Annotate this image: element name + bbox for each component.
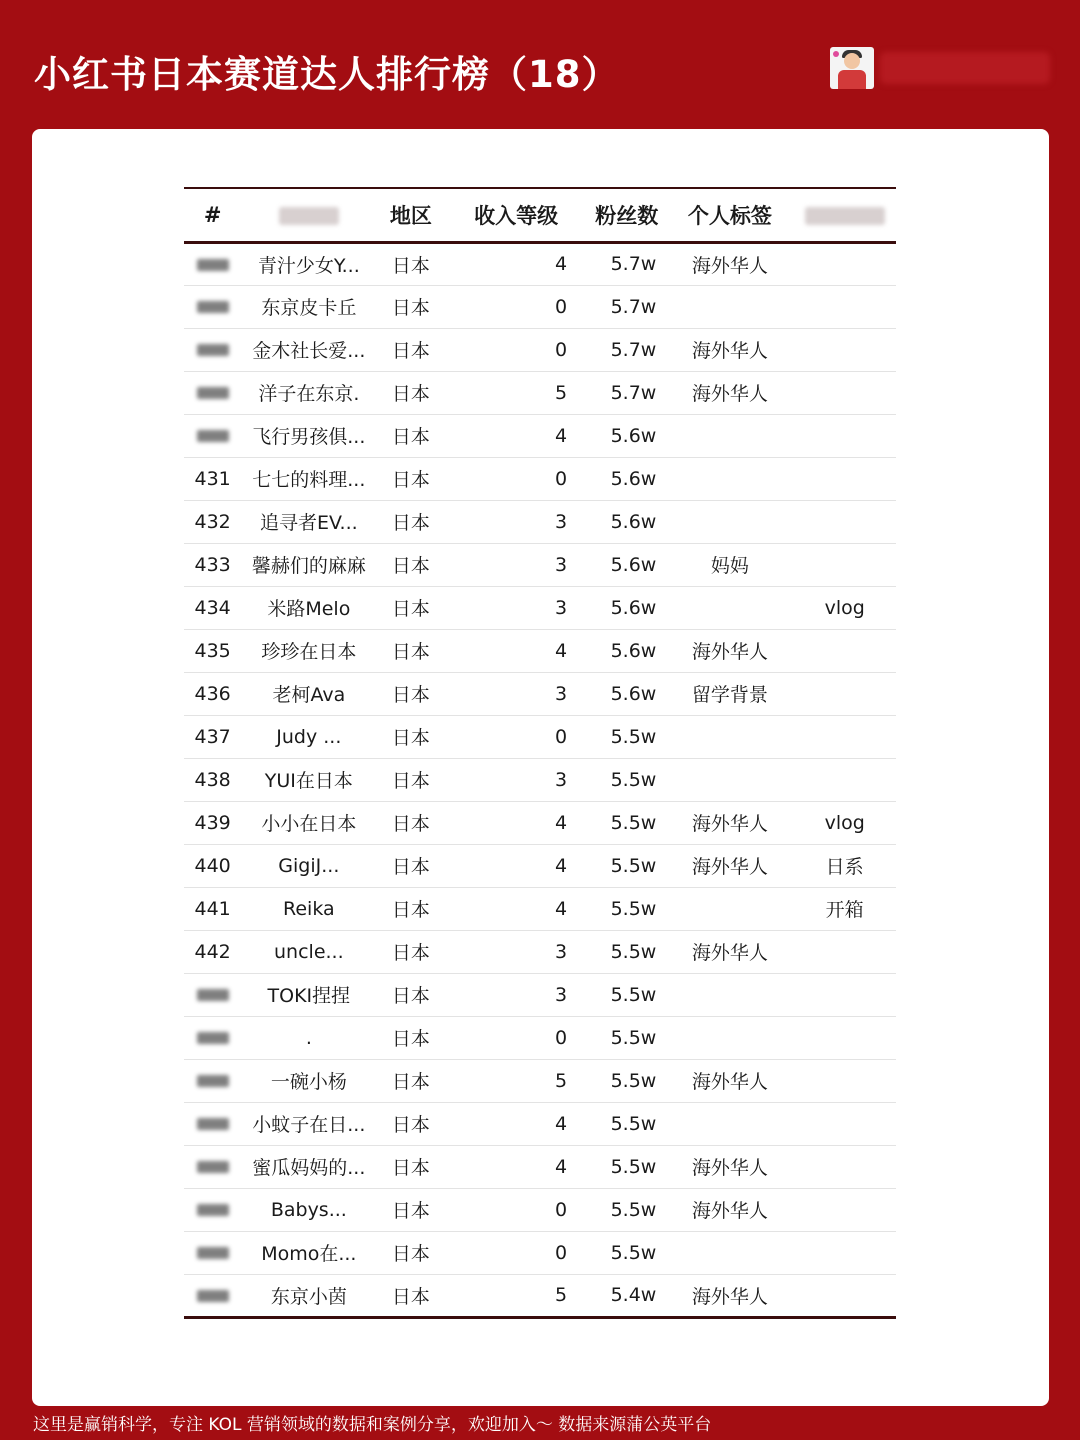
cell-personal-tag	[666, 1102, 793, 1145]
cell-personal-tag	[666, 1016, 793, 1059]
cell-region: 日本	[376, 1016, 445, 1059]
cell-region: 日本	[376, 1188, 445, 1231]
cell-name: 青汁少女Y...	[241, 242, 376, 285]
col-header-rank: #	[184, 188, 241, 242]
cell-followers: 5.4w	[587, 1274, 666, 1317]
cell-extra: 日系	[793, 844, 896, 887]
cell-rank	[184, 242, 241, 285]
cell-region: 日本	[376, 1231, 445, 1274]
cell-region: 日本	[376, 414, 445, 457]
table-row	[184, 758, 896, 801]
table-row	[184, 371, 896, 414]
cell-income-level: 5	[445, 371, 587, 414]
cell-extra	[793, 1059, 896, 1102]
table-row	[184, 801, 896, 844]
table-row	[184, 457, 896, 500]
cell-region: 日本	[376, 1102, 445, 1145]
col-header-region: 地区	[376, 188, 445, 242]
cell-extra	[793, 1145, 896, 1188]
cell-income-level: 3	[445, 930, 587, 973]
cell-followers: 5.7w	[587, 328, 666, 371]
cell-rank	[184, 371, 241, 414]
cell-region: 日本	[376, 887, 445, 930]
cell-name: GigiJ...	[241, 844, 376, 887]
table-row	[184, 285, 896, 328]
cell-personal-tag	[666, 586, 793, 629]
table-row	[184, 1102, 896, 1145]
cell-extra	[793, 242, 896, 285]
cell-rank	[184, 328, 241, 371]
cell-personal-tag	[666, 285, 793, 328]
table-row	[184, 500, 896, 543]
col-header-followers: 粉丝数	[587, 188, 666, 242]
cell-personal-tag	[666, 887, 793, 930]
cell-name: 金木社长爱...	[241, 328, 376, 371]
cell-name: Reika	[241, 887, 376, 930]
cell-personal-tag: 海外华人	[666, 801, 793, 844]
cell-income-level: 0	[445, 328, 587, 371]
cell-name: Babys...	[241, 1188, 376, 1231]
cell-region: 日本	[376, 973, 445, 1016]
cell-extra	[793, 758, 896, 801]
cell-income-level: 4	[445, 844, 587, 887]
cell-rank	[184, 1102, 241, 1145]
cell-followers: 5.5w	[587, 1059, 666, 1102]
cell-name: 珍珍在日本	[241, 629, 376, 672]
table-row	[184, 887, 896, 930]
cell-region: 日本	[376, 1274, 445, 1317]
cell-personal-tag: 海外华人	[666, 844, 793, 887]
cell-region: 日本	[376, 242, 445, 285]
table-row	[184, 715, 896, 758]
table-row	[184, 1188, 896, 1231]
cell-extra	[793, 500, 896, 543]
cell-followers: 5.5w	[587, 1145, 666, 1188]
cell-followers: 5.5w	[587, 801, 666, 844]
cell-region: 日本	[376, 801, 445, 844]
cell-extra	[793, 629, 896, 672]
avatar-icon	[830, 47, 874, 89]
col-header-extra-blurred	[793, 188, 896, 242]
cell-name: Judy ...	[241, 715, 376, 758]
cell-name: 洋子在东京.	[241, 371, 376, 414]
cell-rank	[184, 1145, 241, 1188]
cell-rank: 441	[184, 887, 241, 930]
cell-rank: 436	[184, 672, 241, 715]
cell-rank: 439	[184, 801, 241, 844]
cell-followers: 5.5w	[587, 844, 666, 887]
cell-followers: 5.6w	[587, 414, 666, 457]
ranking-table	[184, 187, 896, 1319]
footer-note: 这里是赢销科学，专注 KOL 营销领域的数据和案例分享，欢迎加入～ 数据来源蒲公英平台	[33, 1415, 712, 1435]
table-row	[184, 242, 896, 285]
cell-rank	[184, 1059, 241, 1102]
table-row	[184, 1274, 896, 1317]
cell-income-level: 4	[445, 1102, 587, 1145]
table-row	[184, 414, 896, 457]
cell-income-level: 0	[445, 715, 587, 758]
cell-personal-tag	[666, 500, 793, 543]
table-card	[32, 129, 1049, 1406]
cell-income-level: 5	[445, 1059, 587, 1102]
cell-followers: 5.5w	[587, 715, 666, 758]
cell-personal-tag: 海外华人	[666, 1188, 793, 1231]
cell-rank	[184, 1231, 241, 1274]
cell-extra	[793, 371, 896, 414]
blurred-rank	[197, 344, 229, 356]
cell-name: 小蚊子在日...	[241, 1102, 376, 1145]
cell-followers: 5.6w	[587, 586, 666, 629]
cell-personal-tag	[666, 457, 793, 500]
blurred-rank	[197, 301, 229, 313]
cell-followers: 5.5w	[587, 887, 666, 930]
cell-name: 追寻者EV...	[241, 500, 376, 543]
cell-region: 日本	[376, 715, 445, 758]
cell-extra	[793, 1274, 896, 1317]
cell-name: Momo在...	[241, 1231, 376, 1274]
table-row	[184, 1016, 896, 1059]
cell-followers: 5.7w	[587, 242, 666, 285]
cell-followers: 5.5w	[587, 973, 666, 1016]
cell-name: 一碗小杨	[241, 1059, 376, 1102]
blurred-account-name	[880, 52, 1050, 84]
table-row	[184, 1059, 896, 1102]
cell-extra	[793, 930, 896, 973]
cell-rank: 437	[184, 715, 241, 758]
cell-income-level: 4	[445, 242, 587, 285]
cell-name: 飞行男孩俱...	[241, 414, 376, 457]
cell-income-level: 3	[445, 586, 587, 629]
table-row	[184, 973, 896, 1016]
cell-region: 日本	[376, 844, 445, 887]
blurred-rank	[197, 1032, 229, 1044]
table-row	[184, 629, 896, 672]
cell-personal-tag: 妈妈	[666, 543, 793, 586]
blurred-rank	[197, 1161, 229, 1173]
cell-income-level: 3	[445, 973, 587, 1016]
table-row	[184, 328, 896, 371]
blurred-rank	[197, 430, 229, 442]
cell-rank	[184, 1016, 241, 1059]
cell-personal-tag: 海外华人	[666, 1145, 793, 1188]
cell-income-level: 0	[445, 1188, 587, 1231]
cell-income-level: 0	[445, 285, 587, 328]
cell-region: 日本	[376, 371, 445, 414]
cell-extra	[793, 1016, 896, 1059]
cell-name: 馨赫们的麻麻	[241, 543, 376, 586]
cell-followers: 5.5w	[587, 1102, 666, 1145]
cell-followers: 5.5w	[587, 1231, 666, 1274]
cell-followers: 5.5w	[587, 930, 666, 973]
cell-region: 日本	[376, 500, 445, 543]
cell-extra	[793, 285, 896, 328]
cell-region: 日本	[376, 586, 445, 629]
cell-rank	[184, 414, 241, 457]
cell-income-level: 4	[445, 414, 587, 457]
table-row	[184, 586, 896, 629]
cell-personal-tag	[666, 1231, 793, 1274]
cell-personal-tag	[666, 973, 793, 1016]
cell-followers: 5.5w	[587, 1188, 666, 1231]
cell-rank: 442	[184, 930, 241, 973]
cell-extra	[793, 457, 896, 500]
cell-followers: 5.6w	[587, 629, 666, 672]
cell-personal-tag: 海外华人	[666, 328, 793, 371]
cell-income-level: 3	[445, 500, 587, 543]
table-row	[184, 672, 896, 715]
cell-personal-tag	[666, 414, 793, 457]
cell-rank: 431	[184, 457, 241, 500]
cell-personal-tag: 留学背景	[666, 672, 793, 715]
cell-name: 老柯Ava	[241, 672, 376, 715]
cell-extra	[793, 414, 896, 457]
blurred-rank	[197, 989, 229, 1001]
col-header-personal-tag: 个人标签	[666, 188, 793, 242]
cell-followers: 5.7w	[587, 371, 666, 414]
cell-region: 日本	[376, 1059, 445, 1102]
cell-extra	[793, 543, 896, 586]
blurred-rank	[197, 1290, 229, 1302]
cell-name: 东京小茵	[241, 1274, 376, 1317]
cell-personal-tag: 海外华人	[666, 242, 793, 285]
cell-extra: vlog	[793, 801, 896, 844]
cell-name: .	[241, 1016, 376, 1059]
cell-personal-tag	[666, 715, 793, 758]
cell-income-level: 5	[445, 1274, 587, 1317]
cell-extra	[793, 1102, 896, 1145]
cell-followers: 5.6w	[587, 672, 666, 715]
table-row	[184, 1145, 896, 1188]
blurred-rank	[197, 387, 229, 399]
cell-region: 日本	[376, 758, 445, 801]
cell-region: 日本	[376, 285, 445, 328]
cell-rank: 433	[184, 543, 241, 586]
cell-followers: 5.5w	[587, 758, 666, 801]
table-row	[184, 543, 896, 586]
cell-name: 七七的料理...	[241, 457, 376, 500]
cell-region: 日本	[376, 672, 445, 715]
cell-extra: vlog	[793, 586, 896, 629]
cell-personal-tag: 海外华人	[666, 930, 793, 973]
cell-income-level: 0	[445, 457, 587, 500]
cell-income-level: 0	[445, 1231, 587, 1274]
cell-rank: 434	[184, 586, 241, 629]
cell-region: 日本	[376, 629, 445, 672]
cell-region: 日本	[376, 328, 445, 371]
cell-personal-tag: 海外华人	[666, 1059, 793, 1102]
cell-extra	[793, 715, 896, 758]
blurred-rank	[197, 1247, 229, 1259]
cell-followers: 5.6w	[587, 457, 666, 500]
cell-region: 日本	[376, 1145, 445, 1188]
cell-income-level: 4	[445, 1145, 587, 1188]
cell-income-level: 3	[445, 543, 587, 586]
cell-personal-tag: 海外华人	[666, 371, 793, 414]
table-row	[184, 930, 896, 973]
cell-name: 小小在日本	[241, 801, 376, 844]
cell-personal-tag: 海外华人	[666, 1274, 793, 1317]
cell-region: 日本	[376, 543, 445, 586]
cell-followers: 5.6w	[587, 543, 666, 586]
cell-extra	[793, 328, 896, 371]
col-header-name-blurred	[241, 188, 376, 242]
cell-rank: 432	[184, 500, 241, 543]
cell-extra: 开箱	[793, 887, 896, 930]
cell-name: TOKI捏捏	[241, 973, 376, 1016]
cell-extra	[793, 672, 896, 715]
table-row	[184, 844, 896, 887]
table-body	[184, 242, 896, 1317]
cell-name: 米路Melo	[241, 586, 376, 629]
cell-personal-tag	[666, 758, 793, 801]
cell-name: YUI在日本	[241, 758, 376, 801]
cell-rank	[184, 973, 241, 1016]
cell-rank	[184, 1188, 241, 1231]
cell-income-level: 4	[445, 887, 587, 930]
cell-followers: 5.7w	[587, 285, 666, 328]
cell-rank: 440	[184, 844, 241, 887]
cell-name: uncle...	[241, 930, 376, 973]
table-row	[184, 1231, 896, 1274]
cell-name: 蜜瓜妈妈的...	[241, 1145, 376, 1188]
cell-rank: 435	[184, 629, 241, 672]
cell-followers: 5.5w	[587, 1016, 666, 1059]
cell-region: 日本	[376, 457, 445, 500]
cell-income-level: 3	[445, 672, 587, 715]
table-header-row	[184, 188, 896, 242]
cell-income-level: 4	[445, 629, 587, 672]
col-header-income-level: 收入等级	[445, 188, 587, 242]
cell-income-level: 3	[445, 758, 587, 801]
cell-region: 日本	[376, 930, 445, 973]
cell-rank	[184, 1274, 241, 1317]
cell-income-level: 4	[445, 801, 587, 844]
cell-personal-tag: 海外华人	[666, 629, 793, 672]
cell-extra	[793, 1188, 896, 1231]
blurred-rank	[197, 1118, 229, 1130]
cell-extra	[793, 973, 896, 1016]
cell-rank: 438	[184, 758, 241, 801]
blurred-rank	[197, 259, 229, 271]
cell-extra	[793, 1231, 896, 1274]
blurred-rank	[197, 1075, 229, 1087]
cell-followers: 5.6w	[587, 500, 666, 543]
blurred-rank	[197, 1204, 229, 1216]
page-title: 小红书日本赛道达人排行榜（18）	[34, 53, 620, 96]
cell-name: 东京皮卡丘	[241, 285, 376, 328]
cell-income-level: 0	[445, 1016, 587, 1059]
cell-rank	[184, 285, 241, 328]
